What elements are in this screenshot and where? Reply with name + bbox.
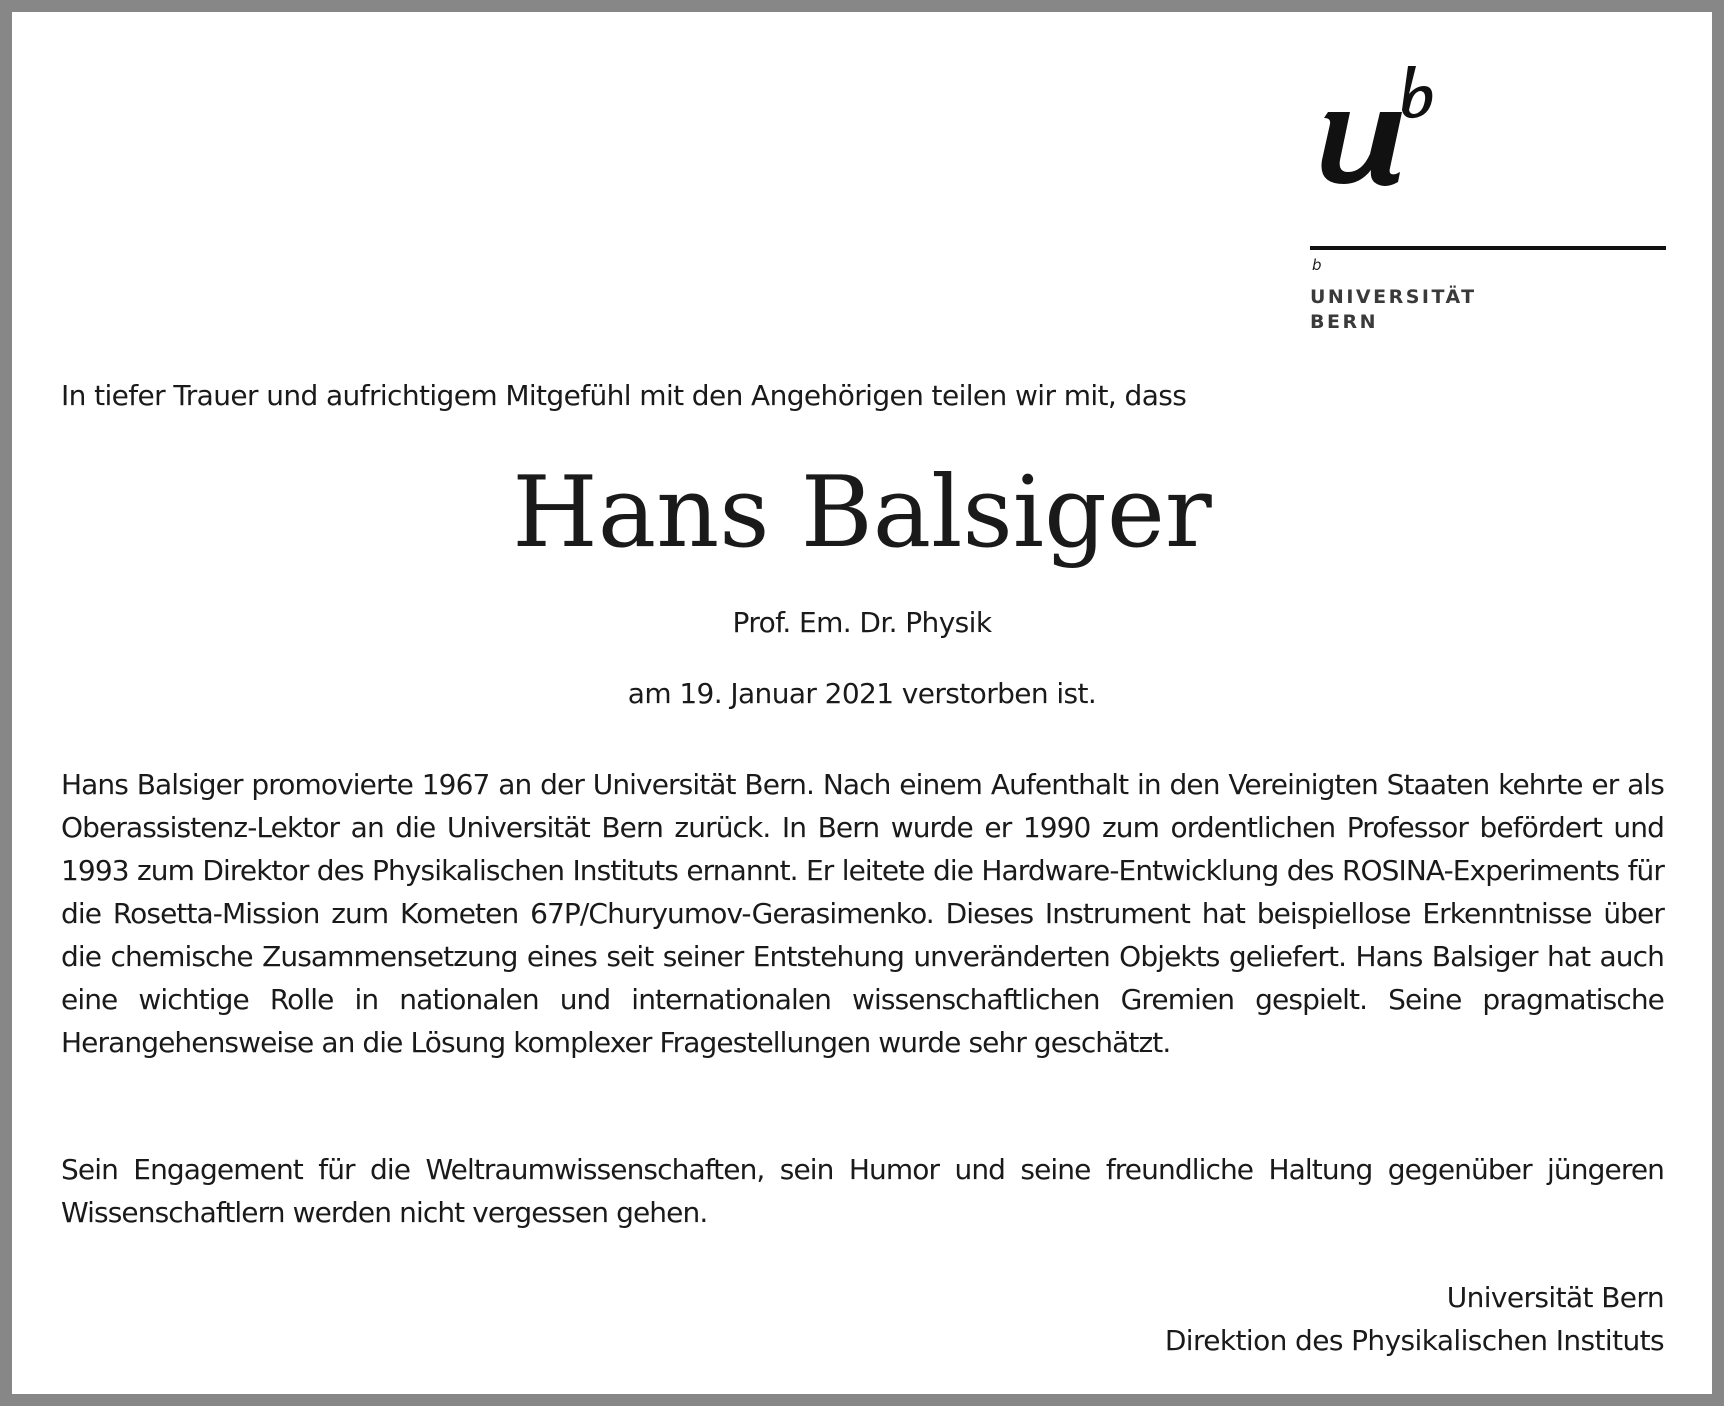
deceased-name: Hans Balsiger [512, 456, 1212, 570]
logo-city-label: BERN [1310, 311, 1378, 333]
obituary-page [12, 12, 1712, 1394]
intro-sentence: In tiefer Trauer und aufrichtigem Mitgefühl mit den Angehörigen teilen wir mit, dass [61, 379, 1187, 412]
date-of-death-line: am 19. Januar 2021 verstorben ist. [627, 677, 1097, 710]
university-logo [1310, 64, 1680, 354]
signature-institution: Universität Bern [1446, 1281, 1664, 1314]
signature-block [1165, 1276, 1664, 1362]
logo-university-label: UNIVERSITÄT [1310, 286, 1477, 308]
tribute-paragraph: Sein Engagement für die Weltraumwissenschaften, sein Humor und seine freundliche Haltung gegenüber jüngeren Wissenschaftlern werden nicht vergessen gehen. [61, 1153, 1664, 1229]
biography-paragraph: Hans Balsiger promovierte 1967 an der Universität Bern. Nach einem Aufenthalt in den Vereinigten Staaten kehrte er als Oberassistenz-Lektor an die Universität Bern zurück. In Bern wurde er 1990 zum ordentlichen Professor befördert und 1993 zum Direktor des Physikalischen Instituts ernannt. Er leitete die Hardware-Entwicklung des ROSINA-Experiments für die Rosetta-Mission zum Kometen 67P/Churyumov-Gerasimenko. Dieses Instrument hat beispiellose Erkenntnisse über die chemische Zusammensetzung eines seit seiner Entstehung unveränderten Objekts geliefert. Hans Balsiger hat auch eine wichtige Rolle in nationalen und internationalen wissenschaftlichen Gremien gespielt. Seine pragmatische Herangehensweise an die Lösung komplexer Fragestellungen wurde sehr geschätzt. [61, 768, 1664, 1059]
ub-logo-mark [1310, 64, 1450, 194]
logo-small-b: b [1312, 256, 1322, 274]
signature-department: Direktion des Physikalischen Instituts [1164, 1324, 1664, 1357]
logo-divider [1310, 246, 1666, 250]
academic-title: Prof. Em. Dr. Physik [732, 606, 992, 639]
